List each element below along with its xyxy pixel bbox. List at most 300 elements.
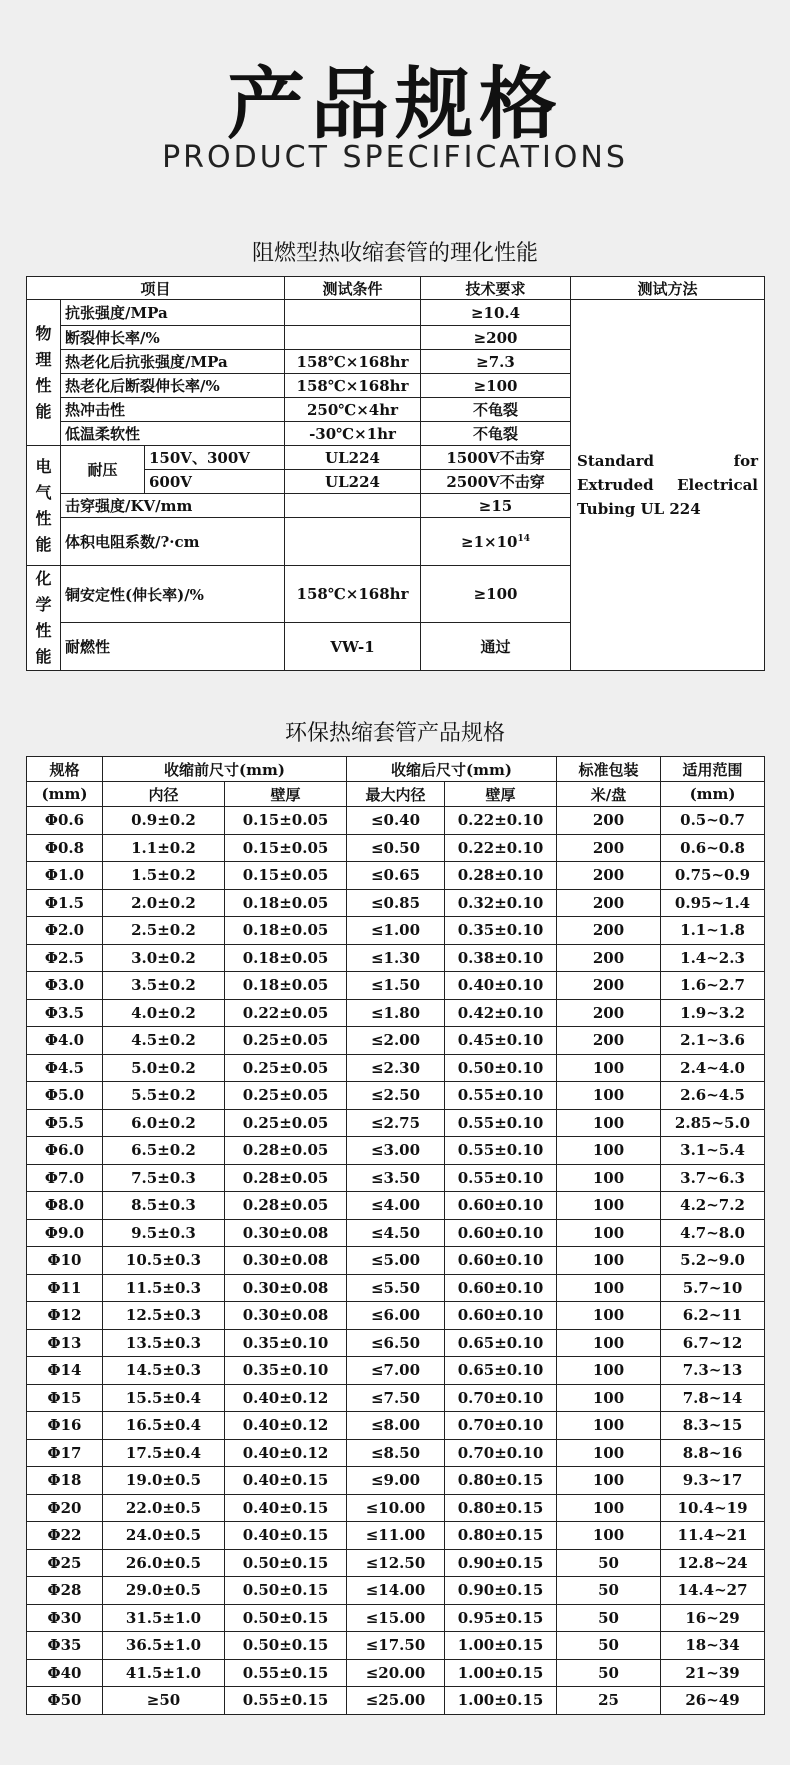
wall-before-cell: 0.22±0.05 bbox=[225, 999, 347, 1027]
spec-cell: Φ13 bbox=[27, 1329, 103, 1357]
spec-cell: Φ17 bbox=[27, 1439, 103, 1467]
range-cell: 1.6~2.7 bbox=[661, 972, 765, 1000]
requirement-cell: ≥15 bbox=[421, 494, 571, 518]
requirement-cell bbox=[421, 518, 571, 566]
header-method: 测试方法 bbox=[571, 277, 765, 300]
inner-diameter-cell: 5.0±0.2 bbox=[103, 1054, 225, 1082]
inner-diameter-cell: 17.5±0.4 bbox=[103, 1439, 225, 1467]
wall-after-cell: 0.22±0.10 bbox=[445, 834, 557, 862]
max-inner-diameter-cell: ≤25.00 bbox=[347, 1687, 445, 1715]
max-inner-diameter-cell: ≤3.00 bbox=[347, 1137, 445, 1165]
test-method-cell: Standard for Extruded Electrical Tubing UL 224 bbox=[571, 300, 765, 671]
table-row bbox=[27, 1082, 765, 1110]
wall-after-cell: 1.00±0.15 bbox=[445, 1687, 557, 1715]
condition-cell: 158℃×168hr bbox=[285, 350, 421, 374]
inner-diameter-cell: 12.5±0.3 bbox=[103, 1302, 225, 1330]
wall-before-cell: 0.50±0.15 bbox=[225, 1604, 347, 1632]
inner-diameter-cell: 2.0±0.2 bbox=[103, 889, 225, 917]
wall-before-cell: 0.40±0.15 bbox=[225, 1494, 347, 1522]
spec-cell: Φ5.0 bbox=[27, 1082, 103, 1110]
table-row bbox=[27, 1494, 765, 1522]
inner-diameter-cell: 11.5±0.3 bbox=[103, 1274, 225, 1302]
wall-before-cell: 0.30±0.08 bbox=[225, 1302, 347, 1330]
package-cell: 100 bbox=[557, 1109, 661, 1137]
table-row bbox=[27, 1329, 765, 1357]
wall-before-cell: 0.25±0.05 bbox=[225, 1082, 347, 1110]
max-inner-diameter-cell: ≤4.50 bbox=[347, 1219, 445, 1247]
table-row bbox=[27, 1027, 765, 1055]
table-row bbox=[27, 1467, 765, 1495]
package-cell: 50 bbox=[557, 1659, 661, 1687]
package-cell: 100 bbox=[557, 1412, 661, 1440]
wall-after-cell: 0.65±0.10 bbox=[445, 1357, 557, 1385]
wall-after-cell: 0.80±0.15 bbox=[445, 1494, 557, 1522]
wall-before-cell: 0.40±0.15 bbox=[225, 1467, 347, 1495]
max-inner-diameter-cell: ≤2.00 bbox=[347, 1027, 445, 1055]
wall-before-cell: 0.18±0.05 bbox=[225, 944, 347, 972]
condition-cell: -30℃×1hr bbox=[285, 422, 421, 446]
item-cell: 耐燃性 bbox=[61, 623, 285, 671]
wall-after-cell: 0.60±0.10 bbox=[445, 1192, 557, 1220]
table-row bbox=[27, 1109, 765, 1137]
wall-after-cell: 0.80±0.15 bbox=[445, 1522, 557, 1550]
spec-cell: Φ4.5 bbox=[27, 1054, 103, 1082]
header-requirement: 技术要求 bbox=[421, 277, 571, 300]
requirement-cell: 不龟裂 bbox=[421, 398, 571, 422]
range-cell: 2.6~4.5 bbox=[661, 1082, 765, 1110]
requirement-cell: ≥200 bbox=[421, 326, 571, 350]
max-inner-diameter-cell: ≤3.50 bbox=[347, 1164, 445, 1192]
spec-cell: Φ16 bbox=[27, 1412, 103, 1440]
wall-before-cell: 0.15±0.05 bbox=[225, 834, 347, 862]
range-cell: 8.8~16 bbox=[661, 1439, 765, 1467]
table-row bbox=[27, 1659, 765, 1687]
wall-after-cell: 0.60±0.10 bbox=[445, 1219, 557, 1247]
page-title: 产品规格 bbox=[226, 60, 563, 150]
range-cell: 0.75~0.9 bbox=[661, 862, 765, 890]
package-cell: 50 bbox=[557, 1604, 661, 1632]
range-cell: 3.7~6.3 bbox=[661, 1164, 765, 1192]
inner-diameter-cell: 31.5±1.0 bbox=[103, 1604, 225, 1632]
spec-cell: Φ14 bbox=[27, 1357, 103, 1385]
max-inner-diameter-cell: ≤15.00 bbox=[347, 1604, 445, 1632]
condition-cell: 158℃×168hr bbox=[285, 374, 421, 398]
wall-after-cell: 0.22±0.10 bbox=[445, 807, 557, 835]
inner-diameter-cell: 6.0±0.2 bbox=[103, 1109, 225, 1137]
range-cell: 0.6~0.8 bbox=[661, 834, 765, 862]
table-row bbox=[27, 1302, 765, 1330]
inner-diameter-cell: 7.5±0.3 bbox=[103, 1164, 225, 1192]
wall-before-cell: 0.25±0.05 bbox=[225, 1027, 347, 1055]
range-cell: 5.2~9.0 bbox=[661, 1247, 765, 1275]
inner-diameter-cell: 8.5±0.3 bbox=[103, 1192, 225, 1220]
spec-cell: Φ9.0 bbox=[27, 1219, 103, 1247]
package-cell: 100 bbox=[557, 1522, 661, 1550]
max-inner-diameter-cell: ≤20.00 bbox=[347, 1659, 445, 1687]
spec-cell: Φ25 bbox=[27, 1549, 103, 1577]
inner-diameter-cell: ≥50 bbox=[103, 1687, 225, 1715]
wall-after-cell: 1.00±0.15 bbox=[445, 1659, 557, 1687]
package-cell: 100 bbox=[557, 1219, 661, 1247]
range-cell: 7.3~13 bbox=[661, 1357, 765, 1385]
range-cell: 10.4~19 bbox=[661, 1494, 765, 1522]
range-cell: 21~39 bbox=[661, 1659, 765, 1687]
package-cell: 100 bbox=[557, 1357, 661, 1385]
inner-diameter-cell: 3.0±0.2 bbox=[103, 944, 225, 972]
header-after: 收缩后尺寸(mm) bbox=[347, 757, 557, 782]
table-row bbox=[27, 1137, 765, 1165]
max-inner-diameter-cell: ≤0.40 bbox=[347, 807, 445, 835]
wall-before-cell: 0.35±0.10 bbox=[225, 1357, 347, 1385]
item-cell: 热老化后断裂伸长率/% bbox=[61, 374, 285, 398]
max-inner-diameter-cell: ≤0.50 bbox=[347, 834, 445, 862]
requirement-cell: ≥100 bbox=[421, 374, 571, 398]
item-cell: 耐压 bbox=[61, 446, 145, 494]
max-inner-diameter-cell: ≤12.50 bbox=[347, 1549, 445, 1577]
table-row bbox=[27, 834, 765, 862]
wall-before-cell: 0.25±0.05 bbox=[225, 1109, 347, 1137]
range-cell: 2.1~3.6 bbox=[661, 1027, 765, 1055]
range-cell: 2.85~5.0 bbox=[661, 1109, 765, 1137]
package-cell: 100 bbox=[557, 1164, 661, 1192]
requirement-cell: ≥7.3 bbox=[421, 350, 571, 374]
wall-after-cell: 0.42±0.10 bbox=[445, 999, 557, 1027]
package-cell: 200 bbox=[557, 889, 661, 917]
condition-cell: UL224 bbox=[285, 446, 421, 470]
range-cell: 3.1~5.4 bbox=[661, 1137, 765, 1165]
inner-diameter-cell: 16.5±0.4 bbox=[103, 1412, 225, 1440]
condition-cell: VW-1 bbox=[285, 623, 421, 671]
table-header-row bbox=[27, 277, 765, 300]
table-row bbox=[27, 999, 765, 1027]
wall-after-cell: 0.95±0.15 bbox=[445, 1604, 557, 1632]
table-row bbox=[27, 1357, 765, 1385]
package-cell: 25 bbox=[557, 1687, 661, 1715]
wall-after-cell: 0.38±0.10 bbox=[445, 944, 557, 972]
range-cell: 5.7~10 bbox=[661, 1274, 765, 1302]
wall-after-cell: 0.60±0.10 bbox=[445, 1274, 557, 1302]
max-inner-diameter-cell: ≤10.00 bbox=[347, 1494, 445, 1522]
sub-item-cell: 600V bbox=[145, 470, 285, 494]
package-cell: 100 bbox=[557, 1494, 661, 1522]
spec-cell: Φ8.0 bbox=[27, 1192, 103, 1220]
item-cell: 热老化后抗张强度/MPa bbox=[61, 350, 285, 374]
spec-cell: Φ15 bbox=[27, 1384, 103, 1412]
header-item: 项目 bbox=[27, 277, 285, 300]
spec-cell: Φ35 bbox=[27, 1632, 103, 1660]
header-range: 适用范围 bbox=[661, 757, 765, 782]
max-inner-diameter-cell: ≤14.00 bbox=[347, 1577, 445, 1605]
max-inner-diameter-cell: ≤1.80 bbox=[347, 999, 445, 1027]
header-condition: 测试条件 bbox=[285, 277, 421, 300]
header-spec-unit: (mm) bbox=[27, 782, 103, 807]
sub-item-cell: 150V、300V bbox=[145, 446, 285, 470]
table-row bbox=[27, 807, 765, 835]
header-max-inner: 最大内径 bbox=[347, 782, 445, 807]
header-wall-after: 壁厚 bbox=[445, 782, 557, 807]
package-cell: 100 bbox=[557, 1082, 661, 1110]
wall-before-cell: 0.55±0.15 bbox=[225, 1659, 347, 1687]
spec-cell: Φ18 bbox=[27, 1467, 103, 1495]
range-cell: 1.1~1.8 bbox=[661, 917, 765, 945]
max-inner-diameter-cell: ≤5.00 bbox=[347, 1247, 445, 1275]
wall-after-cell: 0.90±0.15 bbox=[445, 1577, 557, 1605]
requirement-cell: 不龟裂 bbox=[421, 422, 571, 446]
wall-before-cell: 0.55±0.15 bbox=[225, 1687, 347, 1715]
condition-cell bbox=[285, 518, 421, 566]
wall-before-cell: 0.15±0.05 bbox=[225, 862, 347, 890]
requirement-cell: ≥100 bbox=[421, 566, 571, 623]
spec-cell: Φ3.0 bbox=[27, 972, 103, 1000]
wall-before-cell: 0.50±0.15 bbox=[225, 1549, 347, 1577]
wall-after-cell: 0.55±0.10 bbox=[445, 1164, 557, 1192]
table-row bbox=[27, 1054, 765, 1082]
spec-cell: Φ4.0 bbox=[27, 1027, 103, 1055]
range-cell: 12.8~24 bbox=[661, 1549, 765, 1577]
range-cell: 4.2~7.2 bbox=[661, 1192, 765, 1220]
table-row bbox=[27, 889, 765, 917]
table-row bbox=[27, 1274, 765, 1302]
table-row bbox=[27, 1412, 765, 1440]
package-cell: 50 bbox=[557, 1549, 661, 1577]
package-cell: 50 bbox=[557, 1632, 661, 1660]
max-inner-diameter-cell: ≤6.50 bbox=[347, 1329, 445, 1357]
range-cell: 8.3~15 bbox=[661, 1412, 765, 1440]
max-inner-diameter-cell: ≤8.00 bbox=[347, 1412, 445, 1440]
requirement-cell: 通过 bbox=[421, 623, 571, 671]
max-inner-diameter-cell: ≤2.30 bbox=[347, 1054, 445, 1082]
wall-before-cell: 0.40±0.12 bbox=[225, 1384, 347, 1412]
product-spec-table bbox=[26, 756, 765, 1715]
wall-before-cell: 0.30±0.08 bbox=[225, 1247, 347, 1275]
header-range-unit: (mm) bbox=[661, 782, 765, 807]
item-cell: 抗张强度/MPa bbox=[61, 300, 285, 326]
table-row bbox=[27, 1577, 765, 1605]
wall-after-cell: 0.55±0.10 bbox=[445, 1082, 557, 1110]
package-cell: 200 bbox=[557, 944, 661, 972]
wall-after-cell: 0.35±0.10 bbox=[445, 917, 557, 945]
inner-diameter-cell: 36.5±1.0 bbox=[103, 1632, 225, 1660]
condition-cell: UL224 bbox=[285, 470, 421, 494]
table-row bbox=[27, 1192, 765, 1220]
package-cell: 100 bbox=[557, 1384, 661, 1412]
condition-cell: 250℃×4hr bbox=[285, 398, 421, 422]
spec-cell: Φ3.5 bbox=[27, 999, 103, 1027]
wall-after-cell: 1.00±0.15 bbox=[445, 1632, 557, 1660]
table-row bbox=[27, 1687, 765, 1715]
inner-diameter-cell: 19.0±0.5 bbox=[103, 1467, 225, 1495]
header-pack-unit: 米/盘 bbox=[557, 782, 661, 807]
package-cell: 200 bbox=[557, 862, 661, 890]
range-cell: 0.5~0.7 bbox=[661, 807, 765, 835]
wall-before-cell: 0.50±0.15 bbox=[225, 1632, 347, 1660]
condition-cell bbox=[285, 494, 421, 518]
wall-before-cell: 0.30±0.08 bbox=[225, 1274, 347, 1302]
wall-before-cell: 0.35±0.10 bbox=[225, 1329, 347, 1357]
spec-cell: Φ1.0 bbox=[27, 862, 103, 890]
range-cell: 1.4~2.3 bbox=[661, 944, 765, 972]
spec-cell: Φ30 bbox=[27, 1604, 103, 1632]
inner-diameter-cell: 24.0±0.5 bbox=[103, 1522, 225, 1550]
range-cell: 14.4~27 bbox=[661, 1577, 765, 1605]
spec-cell: Φ22 bbox=[27, 1522, 103, 1550]
spec-cell: Φ6.0 bbox=[27, 1137, 103, 1165]
wall-after-cell: 0.70±0.10 bbox=[445, 1412, 557, 1440]
max-inner-diameter-cell: ≤5.50 bbox=[347, 1274, 445, 1302]
wall-after-cell: 0.50±0.10 bbox=[445, 1054, 557, 1082]
max-inner-diameter-cell: ≤1.00 bbox=[347, 917, 445, 945]
wall-after-cell: 0.65±0.10 bbox=[445, 1329, 557, 1357]
max-inner-diameter-cell: ≤2.75 bbox=[347, 1109, 445, 1137]
inner-diameter-cell: 5.5±0.2 bbox=[103, 1082, 225, 1110]
header-wall: 壁厚 bbox=[225, 782, 347, 807]
package-cell: 200 bbox=[557, 972, 661, 1000]
physicochemical-table bbox=[26, 276, 765, 671]
max-inner-diameter-cell: ≤8.50 bbox=[347, 1439, 445, 1467]
package-cell: 100 bbox=[557, 1467, 661, 1495]
condition-cell bbox=[285, 300, 421, 326]
package-cell: 200 bbox=[557, 807, 661, 835]
header-spec: 规格 bbox=[27, 757, 103, 782]
wall-before-cell: 0.40±0.15 bbox=[225, 1522, 347, 1550]
range-cell: 2.4~4.0 bbox=[661, 1054, 765, 1082]
requirement-cell: 1500V不击穿 bbox=[421, 446, 571, 470]
wall-before-cell: 0.50±0.15 bbox=[225, 1577, 347, 1605]
item-cell: 体积电阻系数/?·cm bbox=[61, 518, 285, 566]
inner-diameter-cell: 9.5±0.3 bbox=[103, 1219, 225, 1247]
wall-before-cell: 0.25±0.05 bbox=[225, 1054, 347, 1082]
wall-after-cell: 0.55±0.10 bbox=[445, 1109, 557, 1137]
wall-after-cell: 0.40±0.10 bbox=[445, 972, 557, 1000]
range-cell: 7.8~14 bbox=[661, 1384, 765, 1412]
item-cell: 击穿强度/KV/mm bbox=[61, 494, 285, 518]
item-cell: 热冲击性 bbox=[61, 398, 285, 422]
spec-cell: Φ2.5 bbox=[27, 944, 103, 972]
range-cell: 4.7~8.0 bbox=[661, 1219, 765, 1247]
max-inner-diameter-cell: ≤0.85 bbox=[347, 889, 445, 917]
max-inner-diameter-cell: ≤4.00 bbox=[347, 1192, 445, 1220]
wall-before-cell: 0.40±0.12 bbox=[225, 1412, 347, 1440]
range-cell: 1.9~3.2 bbox=[661, 999, 765, 1027]
max-inner-diameter-cell: ≤1.30 bbox=[347, 944, 445, 972]
section1-title: 阻燃型热收缩套管的理化性能 bbox=[251, 241, 538, 266]
table-row bbox=[27, 1522, 765, 1550]
package-cell: 100 bbox=[557, 1302, 661, 1330]
group-electrical: 电气性能 bbox=[27, 446, 61, 566]
max-inner-diameter-cell: ≤1.50 bbox=[347, 972, 445, 1000]
package-cell: 200 bbox=[557, 834, 661, 862]
table-row bbox=[27, 1219, 765, 1247]
wall-before-cell: 0.18±0.05 bbox=[225, 972, 347, 1000]
table-row bbox=[27, 300, 765, 326]
wall-after-cell: 0.28±0.10 bbox=[445, 862, 557, 890]
header-before: 收缩前尺寸(mm) bbox=[103, 757, 347, 782]
wall-after-cell: 0.80±0.15 bbox=[445, 1467, 557, 1495]
requirement-base: ≥1×10 bbox=[461, 532, 518, 551]
table-row bbox=[27, 1384, 765, 1412]
package-cell: 100 bbox=[557, 1247, 661, 1275]
table-row bbox=[27, 917, 765, 945]
item-cell: 断裂伸长率/% bbox=[61, 326, 285, 350]
inner-diameter-cell: 1.5±0.2 bbox=[103, 862, 225, 890]
page-subtitle: PRODUCT SPECIFICATIONS bbox=[162, 140, 628, 175]
spec-cell: Φ28 bbox=[27, 1577, 103, 1605]
package-cell: 100 bbox=[557, 1192, 661, 1220]
range-cell: 16~29 bbox=[661, 1604, 765, 1632]
inner-diameter-cell: 6.5±0.2 bbox=[103, 1137, 225, 1165]
wall-after-cell: 0.70±0.10 bbox=[445, 1384, 557, 1412]
wall-before-cell: 0.28±0.05 bbox=[225, 1192, 347, 1220]
condition-cell bbox=[285, 326, 421, 350]
wall-before-cell: 0.18±0.05 bbox=[225, 889, 347, 917]
table-header-row bbox=[27, 757, 765, 782]
wall-after-cell: 0.32±0.10 bbox=[445, 889, 557, 917]
spec-cell: Φ11 bbox=[27, 1274, 103, 1302]
item-cell: 铜安定性(伸长率)/% bbox=[61, 566, 285, 623]
wall-after-cell: 0.55±0.10 bbox=[445, 1137, 557, 1165]
section2-title: 环保热缩套管产品规格 bbox=[284, 721, 505, 746]
table-row bbox=[27, 1439, 765, 1467]
header-inner: 内径 bbox=[103, 782, 225, 807]
spec-cell: Φ5.5 bbox=[27, 1109, 103, 1137]
inner-diameter-cell: 4.5±0.2 bbox=[103, 1027, 225, 1055]
group-physical: 物理性能 bbox=[27, 300, 61, 446]
max-inner-diameter-cell: ≤11.00 bbox=[347, 1522, 445, 1550]
inner-diameter-cell: 3.5±0.2 bbox=[103, 972, 225, 1000]
spec-cell: Φ10 bbox=[27, 1247, 103, 1275]
spec-cell: Φ12 bbox=[27, 1302, 103, 1330]
inner-diameter-cell: 15.5±0.4 bbox=[103, 1384, 225, 1412]
requirement-exponent: 14 bbox=[517, 533, 530, 544]
inner-diameter-cell: 13.5±0.3 bbox=[103, 1329, 225, 1357]
spec-cell: Φ1.5 bbox=[27, 889, 103, 917]
package-cell: 200 bbox=[557, 1027, 661, 1055]
package-cell: 100 bbox=[557, 1274, 661, 1302]
range-cell: 6.7~12 bbox=[661, 1329, 765, 1357]
spec-rows bbox=[27, 807, 765, 1715]
table-row bbox=[27, 944, 765, 972]
package-cell: 200 bbox=[557, 917, 661, 945]
package-cell: 100 bbox=[557, 1439, 661, 1467]
spec-cell: Φ20 bbox=[27, 1494, 103, 1522]
wall-after-cell: 0.60±0.10 bbox=[445, 1302, 557, 1330]
package-cell: 50 bbox=[557, 1577, 661, 1605]
wall-before-cell: 0.28±0.05 bbox=[225, 1137, 347, 1165]
table-row bbox=[27, 1247, 765, 1275]
inner-diameter-cell: 26.0±0.5 bbox=[103, 1549, 225, 1577]
range-cell: 9.3~17 bbox=[661, 1467, 765, 1495]
spec-cell: Φ50 bbox=[27, 1687, 103, 1715]
wall-before-cell: 0.40±0.12 bbox=[225, 1439, 347, 1467]
package-cell: 100 bbox=[557, 1054, 661, 1082]
wall-before-cell: 0.30±0.08 bbox=[225, 1219, 347, 1247]
range-cell: 6.2~11 bbox=[661, 1302, 765, 1330]
spec-cell: Φ2.0 bbox=[27, 917, 103, 945]
package-cell: 100 bbox=[557, 1137, 661, 1165]
inner-diameter-cell: 1.1±0.2 bbox=[103, 834, 225, 862]
item-cell: 低温柔软性 bbox=[61, 422, 285, 446]
range-cell: 0.95~1.4 bbox=[661, 889, 765, 917]
package-cell: 200 bbox=[557, 999, 661, 1027]
range-cell: 26~49 bbox=[661, 1687, 765, 1715]
condition-cell: 158℃×168hr bbox=[285, 566, 421, 623]
table-header-row bbox=[27, 782, 765, 807]
wall-after-cell: 0.60±0.10 bbox=[445, 1247, 557, 1275]
max-inner-diameter-cell: ≤7.00 bbox=[347, 1357, 445, 1385]
table-row bbox=[27, 1632, 765, 1660]
package-cell: 100 bbox=[557, 1329, 661, 1357]
inner-diameter-cell: 22.0±0.5 bbox=[103, 1494, 225, 1522]
